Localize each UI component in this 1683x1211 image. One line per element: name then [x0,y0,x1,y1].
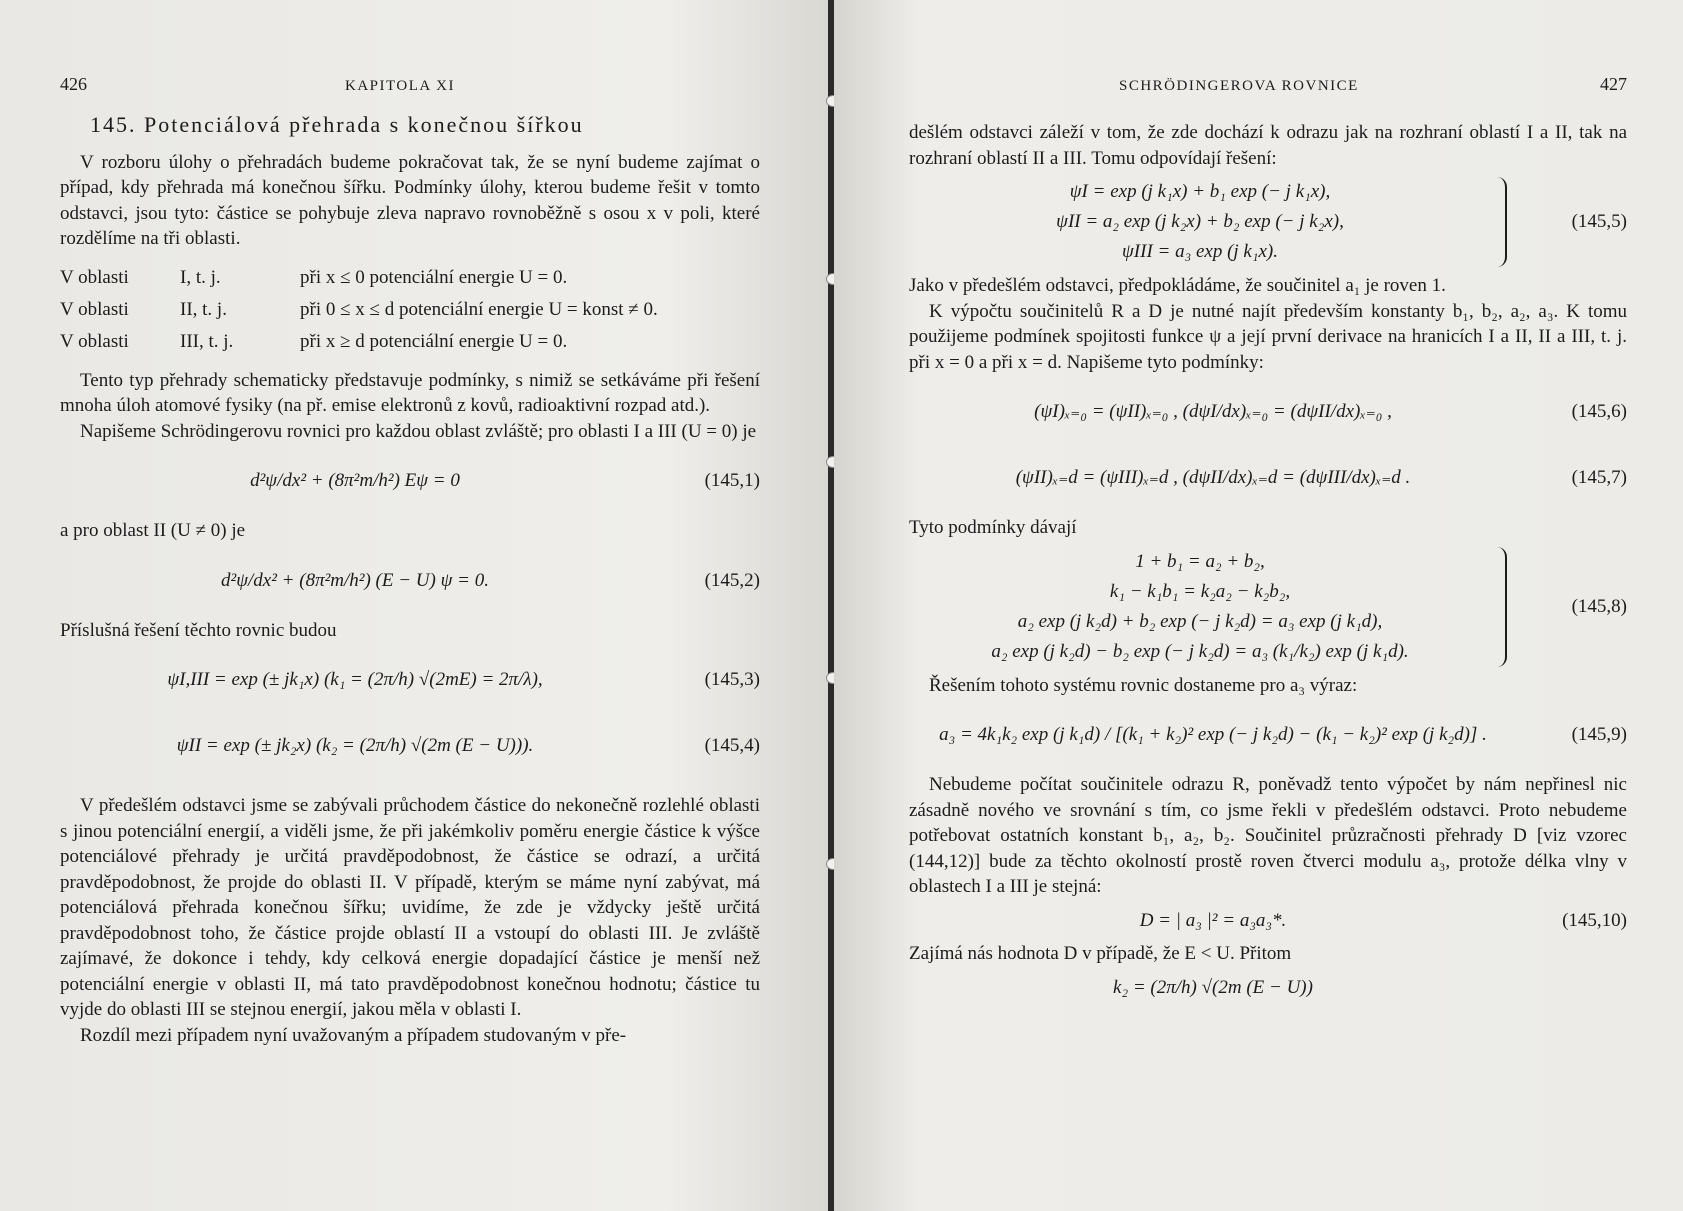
equation-145-10 [909,908,1627,934]
running-head: SCHRÖDINGEROVA ROVNICE [1119,78,1359,94]
equation-line: ψII = a₂ exp (j k₂x) + b₂ exp (− j k₂x), [1056,211,1344,232]
equation-145-2 [60,552,760,610]
equation-body: d²ψ/dx² + (8π²m/h²) Eψ = 0 [250,470,460,492]
paragraph: K výpočtu součinitelů R a D je nutné najít především konstanty b₁, b₂, a₂, a₃. K tomu použijeme podmínek spojitosti funkce ψ a její první derivace na hranicích I a II, II a III, t. j. při x = 0 a při x = d. Napišeme tyto podmínky: [909,300,1627,373]
paragraph: a pro oblast II (U ≠ 0) je [60,520,246,541]
equation-145-4 [60,717,760,775]
equation-k2 [909,975,1627,1001]
equation-number: (145,2) [704,569,760,591]
equation-system [909,547,1491,667]
equation-body: (ψII)ₓ₌d = (ψIII)ₓ₌d , (dψII/dx)ₓ₌d = (dψIII/dx)ₓ₌d . [1015,467,1411,489]
right-page [834,0,1683,1211]
running-head: KAPITOLA XI [345,78,455,94]
region-label: V oblasti [60,266,129,288]
equation-145-1 [60,452,760,510]
equation-body: k₂ = (2π/h) √(2m (E − U)) [1113,976,1313,998]
paragraph: Nebudeme počítat součinitele odrazu R, poněvadž tento výpočet by nám nepřinesl nic zásadně nového ve srovnání s tím, co jsme řekli v předešlém odstavci. Proto nebudeme potřebovat ostatních konstant b₁, a₂, b₂. Součinitel průzračnosti přehrady D [viz vzorec (144,12)] bude za těchto okolností prostě roven čtverci modulu a₃, protože délka vlny v oblastech I a III je stejná: [909,774,1627,897]
equation-body: D = | a₃ |² = a₃a₃*. [1139,909,1287,931]
equation-body: d²ψ/dx² + (8π²m/h²) (E − U) ψ = 0. [221,569,489,591]
region-label: V oblasti [60,330,129,352]
equation-line: 1 + b₁ = a₂ + b₂, [1135,550,1265,572]
paragraph: Jako v předešlém odstavci, předpokládáme, že součinitel a₁ je roven 1. [909,275,1446,296]
paragraph: dešlém odstavci záleží v tom, že zde dochází k odrazu jak na rozhraní oblastí I a II, tak na rozhraní oblastí II a III. Tomu odpovídají řešení: [909,122,1627,169]
paragraph: Příslušná řešení těchto rovnic budou [60,619,337,641]
paragraph: Zajímá nás hodnota D v případě, že E < U. Přitom [909,943,1292,964]
region-row [60,294,760,326]
equation-number: (145,6) [1571,401,1627,423]
paragraph: Tyto podmínky dávají [909,517,1077,538]
region-condition: při 0 ≤ x ≤ d potenciální energie U = konst ≠ 0. [300,298,658,320]
equation-number: (145,7) [1571,467,1627,489]
equation-body: (ψI)ₓ₌₀ = (ψII)ₓ₌₀ , (dψI/dx)ₓ₌₀ = (dψII/dx)ₓ₌₀ , [1034,401,1392,423]
equation-body: ψI,III = exp (± jk₁x) (k₁ = (2π/h) √(2mE) = 2π/λ), [167,669,543,691]
equation-system [909,177,1491,267]
left-page [0,0,832,1211]
equation-number: (145,5) [1571,211,1627,233]
page-number: 426 [60,74,87,94]
paragraph: Tento typ přehrady schematicky představuje podmínky, s nimiž se setkáváme při řešení mnoha úloh atomové fysiky (na př. emise elektronů z kovů, radioaktivní rozpad atd.). [60,369,760,416]
paragraph: Rozdíl mezi případem nyní uvažovaným a případem studovaným v pře- [80,1024,627,1046]
equation-line: ψIII = a₃ exp (j k₁x). [1122,241,1278,262]
equation-line: a₂ exp (j k₂d) − b₂ exp (− j k₂d) = a₃ (k₁/k₂) exp (j k₁d). [991,640,1409,662]
equation-number: (145,3) [704,669,760,691]
paragraph: Napišeme Schrödingerovu rovnici pro každou oblast zvláště; pro oblasti I a III (U = 0) je [80,420,757,442]
equation-number: (145,1) [704,470,760,492]
equation-number: (145,4) [704,735,760,757]
left-header [60,62,760,110]
equation-line: ψI = exp (j k₁x) + b₁ exp (− j k₁x), [1069,181,1331,202]
equation-body: ψII = exp (± jk₂x) (k₂ = (2π/h) √(2m (E − U))). [176,735,534,757]
region-id: I, t. j. [180,266,221,288]
equation-line: a₂ exp (j k₂d) + b₂ exp (− j k₂d) = a₃ exp (j k₁d), [1017,610,1383,632]
equation-145-3 [60,651,760,709]
equation-145-8 [909,547,1627,667]
equation-body: a₃ = 4k₁k₂ exp (j k₁d) / [(k₁ + k₂)² exp (− j k₂d) − (k₁ − k₂)² exp (j k₂d)] . [939,724,1487,746]
equation-number: (145,8) [1571,595,1627,617]
equation-145-9 [909,706,1627,764]
page-number: 427 [1600,74,1627,94]
region-row [60,326,760,358]
right-brace [1491,177,1507,267]
right-page-content [909,62,1627,1008]
region-condition: při x ≥ d potenciální energie U = 0. [300,330,568,352]
paragraph: V rozboru úlohy o přehradách budeme pokračovat tak, že se nyní budeme zajímat o případ, kdy přehrada má konečnou šířku. Podmínky úlohy, kterou budeme řešit v tomto odstavci, jsou tyto: částice se pohybuje zleva napravo rovnoběžně s osou x v poli, které rozdělíme na tři oblasti. [60,151,760,249]
equation-number: (145,10) [1562,909,1627,931]
paragraph: Řešením tohoto systému rovnic dostaneme pro a₃ výraz: [929,674,1358,696]
equation-line: k₁ − k₁b₁ = k₂a₂ − k₂b₂, [1109,580,1291,602]
region-row [60,262,760,294]
right-header [909,62,1627,110]
equation-145-7 [909,449,1627,507]
equation-number: (145,9) [1571,724,1627,746]
region-label: V oblasti [60,298,129,320]
equation-145-5 [909,177,1627,267]
region-id: III, t. j. [180,330,234,352]
right-brace [1491,547,1507,667]
equation-145-6 [909,383,1627,441]
paragraph: V předešlém odstavci jsme se zabývali průchodem částice do nekonečně rozlehlé oblasti s jinou potenciální energií, a viděli jsme, že při jakémkoliv poměru energie částice k výšce potenciálové přehrady je určitá pravděpodobnost, že částice se odrazí, a určitá pravděpodobnost, že projde do oblasti II. V případě, kterým se máme nyní zabývat, má potenciálová přehrada konečnou šířku; uvidíme, že zde je vždycky ještě určitá pravděpodobnost toho, že částice projde oblastí II a vstoupí do oblasti III. Je zvláště zajímavé, že dokonce i tehdy, kdy celková energie dopadající částice je menší než potenciální energie v oblasti II, má tato pravděpodobnost konečnou hodnotu; částice tu vyjde do oblasti III se stejnou energií, jakou měla v oblasti I. [60,795,760,1020]
section-title: 145. Potenciálová přehrada s konečnou šířkou [90,112,584,137]
region-id: II, t. j. [180,298,227,320]
left-page-content [60,62,760,1048]
region-condition: při x ≤ 0 potenciální energie U = 0. [300,266,568,288]
